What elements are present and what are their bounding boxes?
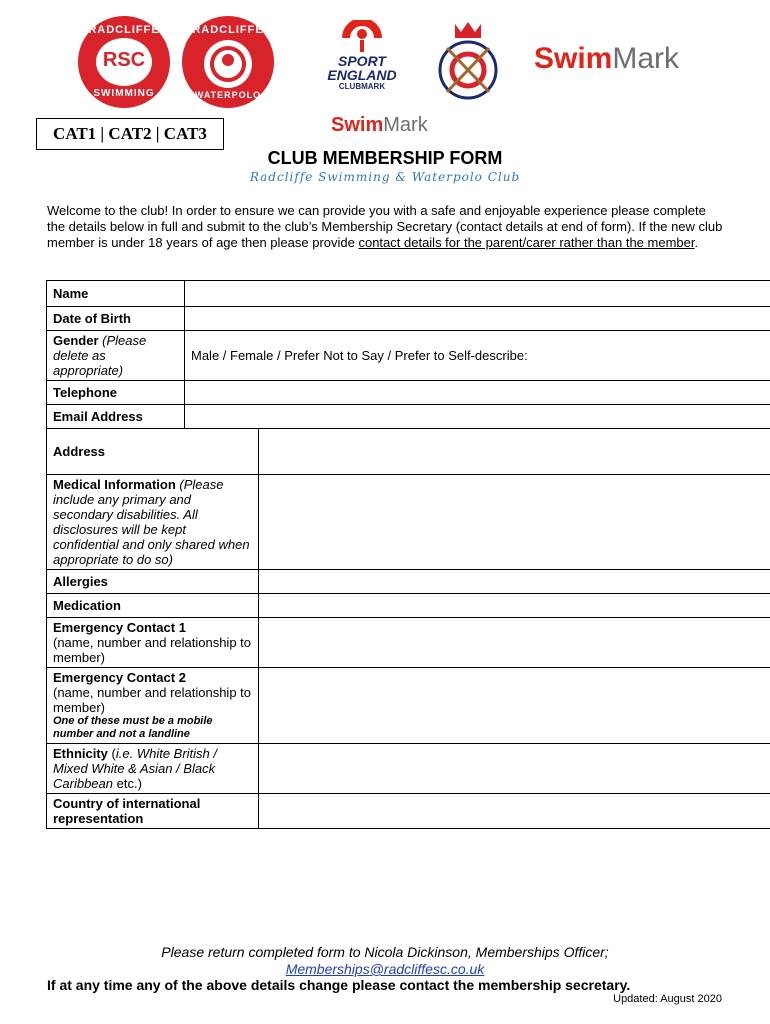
updated-date: Updated: August 2020 xyxy=(613,993,722,1005)
medication-label: Medication xyxy=(47,594,259,618)
intro-text: Welcome to the club! In order to ensure we can provide you with a safe and enjoyable experience please complete the details below in full and submit to the club’s Membership Secretary (contact details at end of form). If the new club member is under 18 years of age then please provide xyxy=(47,203,723,250)
swimmark-logo-large xyxy=(534,42,679,76)
logo-bottom-text: SWIMMING xyxy=(93,88,155,99)
table-row xyxy=(47,794,770,829)
return-instructions: Please return completed form to Nicola Dickinson, Memberships Officer; xyxy=(161,944,609,960)
intro-paragraph xyxy=(47,203,727,251)
table-row xyxy=(47,405,770,429)
medication-field[interactable] xyxy=(259,594,770,618)
emergency-contact-1-label xyxy=(47,618,259,668)
emergency-contact-1-field[interactable] xyxy=(259,618,770,668)
logo-text: Swim xyxy=(534,42,613,75)
logo-text: Mark xyxy=(612,42,680,75)
table-row xyxy=(47,307,770,331)
radcliffe-waterpolo-logo xyxy=(182,16,274,108)
swimmark-logo-small xyxy=(331,114,428,137)
category-box: CAT1 | CAT2 | CAT3 xyxy=(36,118,224,150)
table-row xyxy=(47,594,770,618)
ethnicity-label-text: Ethnicity xyxy=(53,746,108,761)
address-field[interactable] xyxy=(259,429,770,475)
ec2-label-text: Emergency Contact 2 xyxy=(53,670,186,685)
logo-top-text: RADCLIFFE xyxy=(88,24,160,36)
logo-mark-text: RSC xyxy=(102,49,146,71)
ec1-label-text: Emergency Contact 1 xyxy=(53,620,186,635)
life-saving-society-logo xyxy=(433,18,503,104)
intro-underlined-text: contact details for the parent/carer rather than the member xyxy=(358,235,695,250)
country-field[interactable] xyxy=(259,794,770,829)
dob-field[interactable] xyxy=(185,307,770,331)
emergency-contact-2-field[interactable] xyxy=(259,668,770,744)
radcliffe-swimming-logo xyxy=(78,16,170,108)
allergies-label: Allergies xyxy=(47,570,259,594)
email-field[interactable] xyxy=(185,405,770,429)
logo-text: SPORT xyxy=(338,53,386,69)
name-field[interactable] xyxy=(185,281,770,307)
table-row xyxy=(47,668,770,744)
ec1-note: (name, number and relationship to member) xyxy=(53,635,252,665)
intro-end: . xyxy=(694,235,699,250)
ethnicity-label xyxy=(47,744,259,794)
table-row xyxy=(47,281,770,307)
country-label: Country of international representation xyxy=(47,794,259,829)
allergies-field[interactable] xyxy=(259,570,770,594)
medical-label xyxy=(47,475,259,570)
gender-options: Male / Female / Prefer Not to Say / Prefer to Self-describe: xyxy=(191,348,528,363)
logo-bottom-text: WATERPOLO xyxy=(194,90,262,100)
ec2-note: (name, number and relationship to member) xyxy=(53,685,252,715)
address-label: Address xyxy=(47,429,259,475)
logo-text: ENGLAND xyxy=(327,67,397,83)
logo-text: Mark xyxy=(383,114,428,136)
page-subtitle: Radcliffe Swimming & Waterpolo Club xyxy=(249,170,521,184)
sport-england-logo xyxy=(327,20,397,100)
emergency-contact-2-label xyxy=(47,668,259,744)
crest-icon xyxy=(433,18,503,104)
table-row xyxy=(47,331,770,381)
membership-form-table xyxy=(46,280,770,829)
gender-field[interactable] xyxy=(185,331,770,381)
ethnicity-note: etc.) xyxy=(113,776,142,791)
medical-field[interactable] xyxy=(259,475,770,570)
telephone-label: Telephone xyxy=(47,381,185,405)
telephone-field[interactable] xyxy=(185,381,770,405)
page-title: CLUB MEMBERSHIP FORM xyxy=(267,148,503,168)
waterpolo-ball-icon xyxy=(204,40,252,88)
ethnicity-note: i.e. White British / Mixed White & Asian / Black Caribbean xyxy=(53,746,218,791)
logo-text: Swim xyxy=(331,114,384,136)
gender-label xyxy=(47,331,185,381)
mobile-note: One of these must be a mobile number and not a landline xyxy=(53,715,213,740)
gender-label-text: Gender xyxy=(53,333,99,348)
medical-label-text: Medical Information xyxy=(53,477,176,492)
email-label: Email Address xyxy=(47,405,185,429)
table-row xyxy=(47,475,770,570)
gender-note: (Please delete as appropriate) xyxy=(53,333,147,378)
table-row xyxy=(47,618,770,668)
ethnicity-field[interactable] xyxy=(259,744,770,794)
medical-note: (Please include any primary and secondary disabilities. All disclosures will be kept confidential and only shared when appropriate to do so) xyxy=(53,477,250,567)
table-row xyxy=(47,429,770,475)
change-notice: If at any time any of the above details change please contact the membership secretary. xyxy=(47,977,631,993)
table-row xyxy=(47,744,770,794)
logo-top-text: RADCLIFFE xyxy=(192,24,264,36)
name-label: Name xyxy=(47,281,185,307)
logo-text: CLUBMARK xyxy=(338,82,386,91)
sport-england-icon xyxy=(342,20,382,54)
dob-label: Date of Birth xyxy=(47,307,185,331)
membership-email-link[interactable]: Memberships@radcliffesc.co.uk xyxy=(285,961,485,977)
table-row xyxy=(47,570,770,594)
ethnicity-note: ( xyxy=(111,746,116,761)
table-row xyxy=(47,381,770,405)
